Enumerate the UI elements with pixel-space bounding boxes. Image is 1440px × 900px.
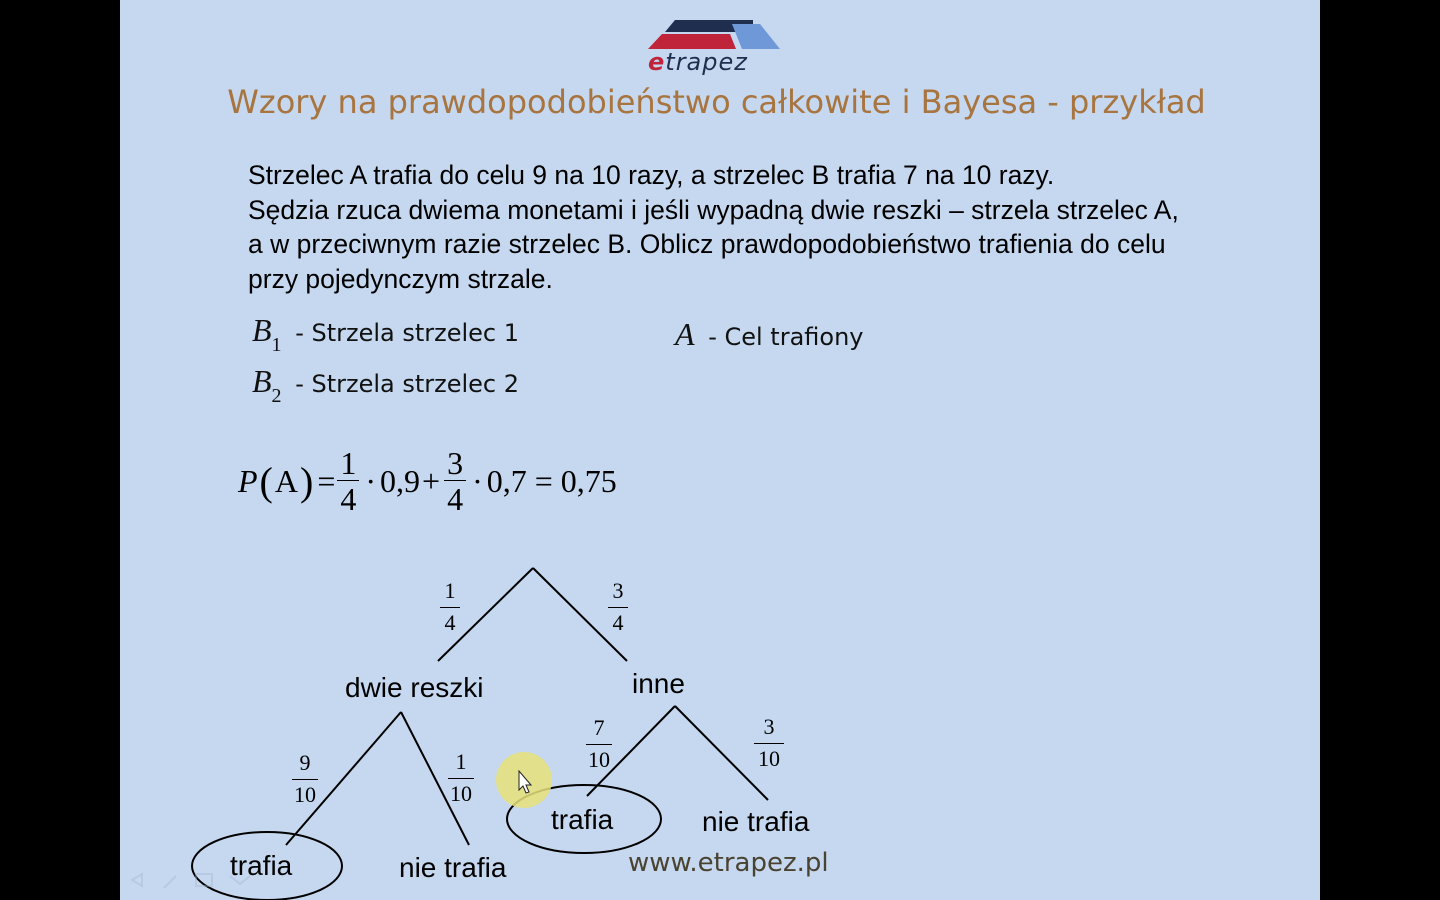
leaf-hit-left: trafia [230,850,293,881]
node-two-tails: dwie reszki [345,672,484,703]
slide-title: Wzory na prawdopodobieństwo całkowite i Bayesa - przykład [227,83,1206,121]
problem-line: a w przeciwnym razie strzelec B. Oblicz prawdopodobieństwo trafienia do celu [248,229,1166,259]
slide [120,0,1320,900]
logo-blue-trapezoid [732,24,780,49]
fraction-3-4: $\frac{3}{4}$ [444,446,466,517]
problem-line: Strzelec A trafia do celu 9 na 10 razy, a strzelec B trafia 7 na 10 razy. [248,160,1055,190]
problem-line: Sędzia rzuca dwiema monetami i jeśli wypadną dwie reszki – strzela strzelec A, [248,194,1179,225]
legend-b1: $B_1$ - Strzela strzelec 1 [252,312,520,356]
total-probability-formula: P ( A ) = $\frac{1}{4}$ · 0,9 + $\frac{3}{4}$ · 0,7 = 0,75 [238,445,617,517]
legend-b2: $B_2$ - Strzela strzelec 2 [252,363,520,407]
etrapez-logo [648,20,780,49]
logo-red-trapezoid [648,34,736,49]
legend-a: A - Cel trafiony [675,316,864,352]
leaf-miss-right: nie trafia [702,806,810,837]
problem-line: przy pojedynczym strzale. [248,263,553,294]
prob-right-left: 7 10 [588,715,610,772]
node-other: inne [632,668,685,699]
footer-url[interactable]: www.etrapez.pl [628,848,829,878]
prob-root-right: 3 4 [608,578,628,636]
prob-right-right: 3 10 [754,714,784,772]
problem-text [248,158,1313,296]
pen-icon [164,876,176,888]
fraction-1-4: $\frac{1}{4}$ [337,446,359,517]
leaf-miss-left: nie trafia [399,852,507,883]
prob-left-left: 9 10 [294,750,316,807]
prev-slide-icon [132,874,142,886]
leaf-hit-right: trafia [551,804,614,835]
prob-left-right: 1 10 [450,749,472,806]
prob-root-left: 1 4 [440,578,460,636]
logo-wordmark: etrapez [648,48,748,76]
